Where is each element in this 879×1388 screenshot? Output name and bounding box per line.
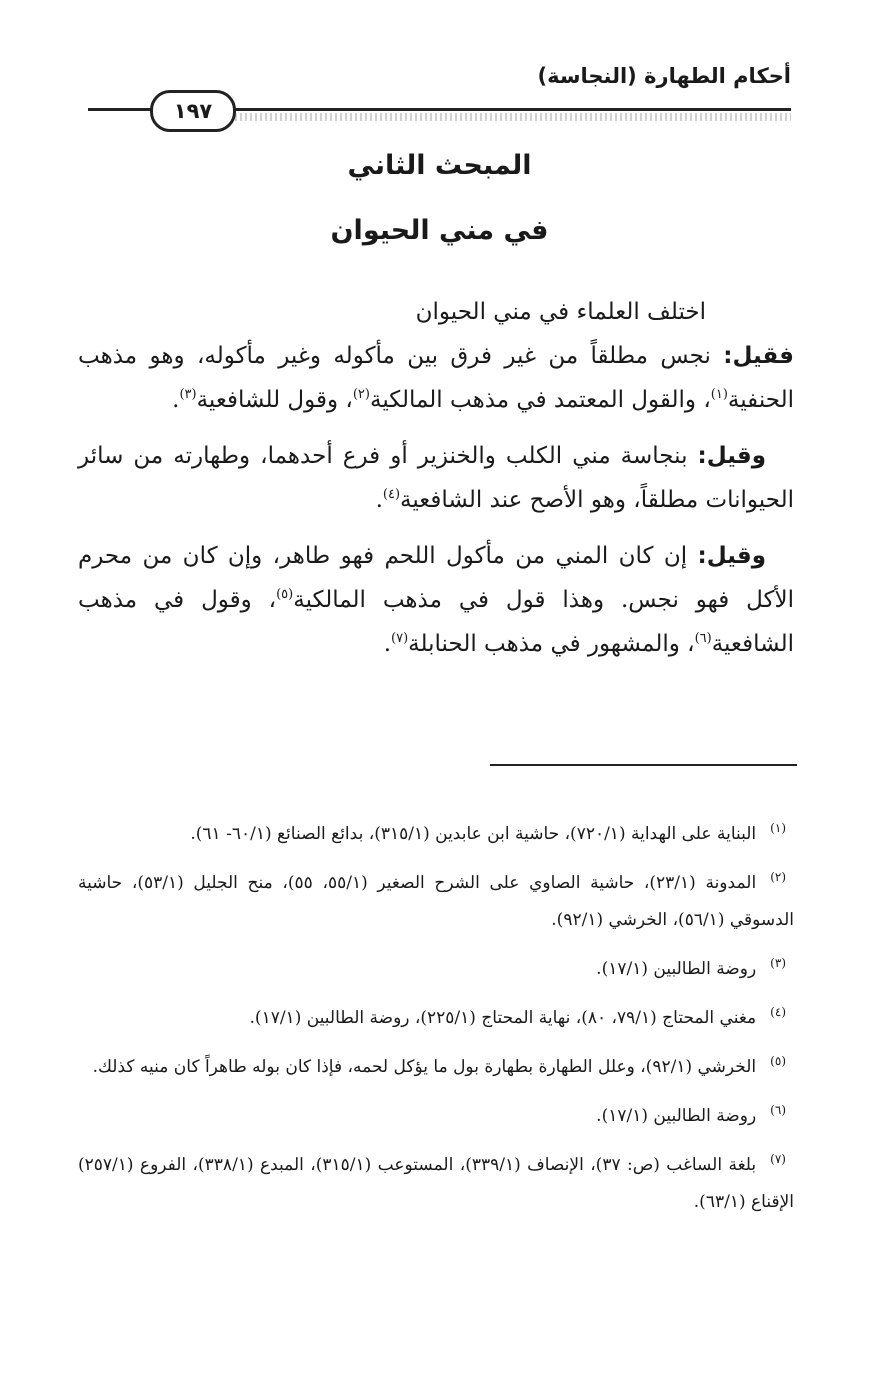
running-title: أحكام الطهارة (النجاسة) xyxy=(537,64,791,88)
footnote-text: بلغة الساغب (ص: ٣٧)، الإنصاف (٣٣٩/١)، المستوعب (٣١٥/١)، المبدع (٣٣٨/١)، الفروع (٢٥٧/١) الإقناع (٦٣/١). xyxy=(78,1155,794,1212)
footnote xyxy=(78,1043,794,1086)
paragraph-2 xyxy=(78,434,794,522)
paragraph-text: إن كان المني من مأكول اللحم فهو طاهر، وإن كان من محرم الأكل فهو نجس. وهذا قول في مذهب المالكية xyxy=(78,543,795,613)
footnotes xyxy=(78,810,794,1227)
footnote xyxy=(78,859,794,939)
paragraph-3 xyxy=(78,534,794,666)
footnote-text: البناية على الهداية (٧٢٠/١)، حاشية ابن عابدين (٣١٥/١)، بدائع الصنائع (٦٠/١- ٦١). xyxy=(190,824,757,844)
paragraph-text: ، والقول المعتمد في مذهب المالكية xyxy=(369,387,711,413)
paragraph-text: بنجاسة مني الكلب والخنزير أو فرع أحدهما، وطهارته من سائر الحيوانات مطلقاً، وهو الأصح عند الشافعية xyxy=(78,443,794,513)
header-rule-texture xyxy=(230,113,791,121)
paragraph-1 xyxy=(78,334,794,422)
footnote-ref[interactable]: (٧) xyxy=(391,631,409,646)
page-number: ١٩٧ xyxy=(150,90,236,132)
footnote-ref[interactable]: (٢) xyxy=(352,387,370,402)
paragraph-text: . xyxy=(375,487,383,513)
footnote-number: (٤) xyxy=(770,1005,786,1019)
paragraph-keyword: وقيل: xyxy=(697,543,766,569)
footnote-ref[interactable]: (٥) xyxy=(276,587,294,602)
topic-heading: في مني الحيوان xyxy=(330,215,549,246)
footnote-number: (٢) xyxy=(770,870,787,884)
paragraph-text: ، وقول في مذهب الشافعية xyxy=(78,587,794,657)
paragraph-text: ، وقول للشافعية xyxy=(196,387,353,413)
footnote-text: مغني المحتاج (٧٩/١، ٨٠)، نهاية المحتاج (٢٢٥/١)، روضة الطالبين (١٧/١). xyxy=(249,1008,757,1028)
footnote-number: (٧) xyxy=(770,1152,786,1166)
footnote-ref[interactable]: (٤) xyxy=(382,487,401,502)
footnote xyxy=(78,945,794,988)
paragraph-keyword: فقيل: xyxy=(723,343,794,369)
footnote xyxy=(78,810,794,853)
footnote-number: (٦) xyxy=(770,1103,786,1117)
paragraph-text: ، والمشهور في مذهب الحنابلة xyxy=(408,631,695,657)
footnote-number: (٥) xyxy=(770,1054,786,1068)
footnote-ref[interactable]: (٣) xyxy=(179,387,197,402)
footnote-text: روضة الطالبين (١٧/١). xyxy=(596,959,757,979)
footnote-number: (١) xyxy=(770,821,786,835)
paragraph-keyword: وقيل: xyxy=(697,443,766,469)
footnote-ref[interactable]: (١) xyxy=(710,387,728,402)
paragraph-text: . xyxy=(172,387,180,413)
section-heading: المبحث الثاني xyxy=(347,150,532,181)
footnote-ref[interactable]: (٦) xyxy=(694,631,712,646)
footnote-text: الخرشي (٩٢/١)، وعلل الطهارة بطهارة بول ما يؤكل لحمه، فإذا كان بوله طاهراً كان منيه كذلك. xyxy=(92,1057,757,1077)
paragraph-text: . xyxy=(383,631,392,657)
footnote xyxy=(78,994,794,1037)
intro-line: اختلف العلماء في مني الحيوان xyxy=(415,299,706,325)
footnote-text: المدونة (٢٣/١)، حاشية الصاوي على الشرح الصغير (٥٥/١، ٥٥)، منح الجليل (٥٣/١)، حاشية الدسوقي (٥٦/١)، الخرشي (٩٢/١). xyxy=(78,873,794,930)
footnote xyxy=(78,1141,794,1221)
paragraph-text: نجس مطلقاً من غير فرق بين مأكوله وغير مأكوله، وهو مذهب الحنفية xyxy=(78,343,794,413)
footnote-text: روضة الطالبين (١٧/١). xyxy=(596,1106,757,1126)
body-text xyxy=(78,290,794,666)
footnote xyxy=(78,1092,794,1135)
footnote-number: (٣) xyxy=(770,956,786,970)
footnote-separator xyxy=(490,764,797,766)
